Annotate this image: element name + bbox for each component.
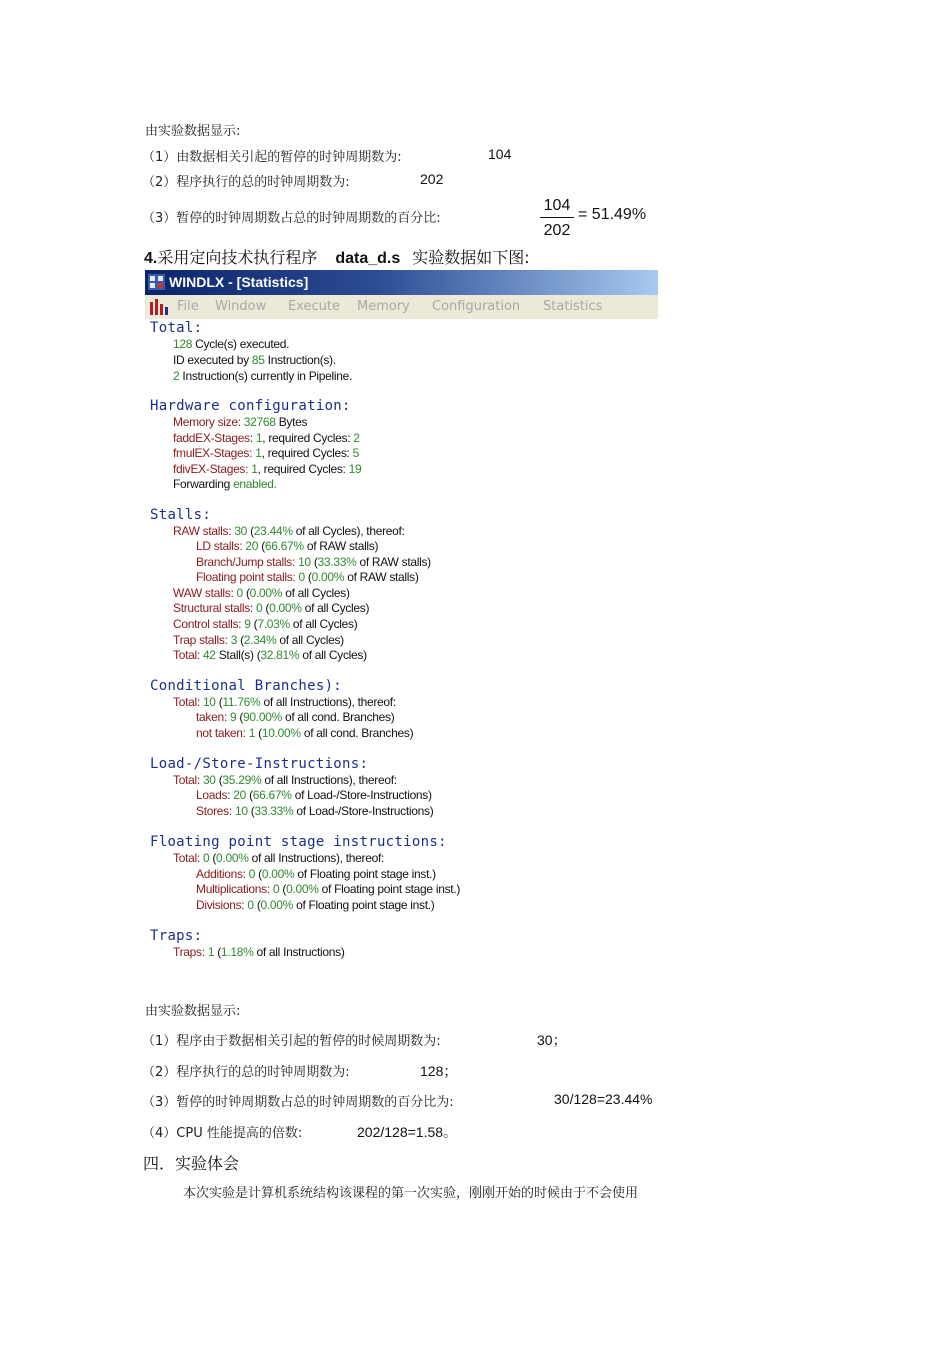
loadstore-line-total: Total: 30 (35.29% of all Instructions), thereof:	[173, 773, 397, 787]
item-1-3-label: （3）暂停的时钟周期数占总的时钟周期数的百分比:	[142, 211, 441, 226]
item-1-2-value: 202	[420, 171, 444, 187]
stalls-line-fp: Floating point stalls: 0 (0.00% of RAW stalls)	[196, 570, 419, 584]
hw-line-fmul: fmulEX-Stages: 1, required Cycles: 5	[173, 446, 359, 460]
fp-line-divisions: Divisions: 0 (0.00% of Floating point stage inst.)	[196, 898, 435, 912]
menu-window[interactable]: Window	[215, 299, 267, 314]
stalls-line-trap: Trap stalls: 3 (2.34% of all Cycles)	[173, 633, 344, 647]
windlx-app-icon	[148, 274, 165, 290]
fp-line-total: Total: 0 (0.00% of all Instructions), thereof:	[173, 851, 385, 865]
section-branches-heading: Conditional Branches):	[150, 678, 343, 694]
heading-4-text: 采用定向技术执行程序	[157, 248, 318, 267]
menubar	[145, 295, 658, 319]
fraction-denominator: 202	[543, 222, 571, 239]
item-1-1-label: （1）由数据相关引起的暂停的时钟周期数为:	[142, 150, 402, 165]
fraction-numerator: 104	[543, 197, 571, 214]
menu-statistics[interactable]: Statistics	[543, 299, 603, 314]
section-traps-heading: Traps:	[150, 928, 203, 944]
loadstore-line-loads: Loads: 20 (66.67% of Load-/Store-Instructions)	[196, 788, 432, 802]
section-total-heading: Total:	[150, 320, 203, 336]
menu-execute[interactable]: Execute	[288, 299, 340, 314]
item-2-1-value: 30；	[537, 1032, 567, 1048]
fraction-result: = 51.49%	[578, 206, 647, 223]
window-titlebar[interactable]	[145, 270, 658, 295]
hw-line-fadd: faddEX-Stages: 1, required Cycles: 2	[173, 431, 360, 445]
stalls-line-raw: RAW stalls: 30 (23.44% of all Cycles), thereof:	[173, 524, 405, 538]
heading-4-tail: 实验数据如下图:	[412, 248, 530, 267]
menu-file[interactable]: File	[177, 299, 199, 314]
menu-memory[interactable]: Memory	[357, 299, 410, 314]
stalls-line-waw: WAW stalls: 0 (0.00% of all Cycles)	[173, 586, 350, 600]
fraction-bar	[540, 217, 574, 218]
total-line-instructions: ID executed by 85 Instruction(s).	[173, 353, 336, 367]
section-loadstore-heading: Load-/Store-Instructions:	[150, 756, 369, 772]
stalls-line-structural: Structural stalls: 0 (0.00% of all Cycles)	[173, 601, 370, 615]
fp-line-multiplications: Multiplications: 0 (0.00% of Floating point stage inst.)	[196, 882, 461, 896]
section-4-heading: 四．实验体会	[143, 1154, 240, 1173]
section-hardware-heading: Hardware configuration:	[150, 398, 351, 414]
intro-text-1: 由实验数据显示:	[145, 124, 241, 139]
heading-4-filename: data_d.s	[335, 250, 401, 267]
loadstore-line-stores: Stores: 10 (33.33% of Load-/Store-Instructions)	[196, 804, 434, 818]
menu-configuration[interactable]: Configuration	[432, 299, 521, 314]
intro-text-2: 由实验数据显示:	[145, 1004, 241, 1019]
heading-4-number: 4.	[144, 250, 158, 267]
item-2-1-label: （1）程序由于数据相关引起的暂停的时候周期数为:	[142, 1034, 441, 1049]
total-line-pipeline: 2 Instruction(s) currently in Pipeline.	[173, 369, 353, 383]
traps-line: Traps: 1 (1.18% of all Instructions)	[173, 945, 345, 959]
branches-line-total: Total: 10 (11.76% of all Instructions), thereof:	[173, 695, 396, 709]
reflection-paragraph: 本次实验是计算机系统结构该课程的第一次实验，刚刚开始的时候由于不会使用	[183, 1186, 639, 1201]
item-2-3-value: 30/128=23.44%	[554, 1091, 653, 1107]
stalls-line-control: Control stalls: 9 (7.03% of all Cycles)	[173, 617, 358, 631]
windlx-window	[145, 270, 658, 970]
stalls-line-total: Total: 42 Stall(s) (32.81% of all Cycles)	[173, 648, 367, 662]
item-1-1-value: 104	[488, 146, 512, 162]
item-2-3-label: （3）暂停的时钟周期数占总的时钟周期数的百分比为:	[142, 1095, 454, 1110]
branches-line-not-taken: not taken: 1 (10.00% of all cond. Branches)	[196, 726, 414, 740]
statistics-doc-icon[interactable]	[148, 298, 170, 316]
stalls-line-branch: Branch/Jump stalls: 10 (33.33% of RAW stalls)	[196, 555, 431, 569]
heading-4	[144, 245, 530, 268]
item-2-2-label: （2）程序执行的总的时钟周期数为:	[142, 1065, 350, 1080]
hw-line-forwarding: Forwarding enabled.	[173, 477, 277, 491]
window-title: WINDLX - [Statistics]	[169, 274, 309, 290]
total-line-cycles: 128 Cycle(s) executed.	[173, 337, 290, 351]
hw-line-memory: Memory size: 32768 Bytes	[173, 415, 308, 429]
hw-line-fdiv: fdivEX-Stages: 1, required Cycles: 19	[173, 462, 362, 476]
item-2-4-label: （4）CPU 性能提高的倍数:	[142, 1126, 303, 1141]
stalls-line-ld: LD stalls: 20 (66.67% of RAW stalls)	[196, 539, 379, 553]
section-stalls-heading: Stalls:	[150, 507, 212, 523]
section-fp-heading: Floating point stage instructions:	[150, 834, 447, 850]
item-2-2-value: 128；	[420, 1063, 458, 1079]
item-2-4-value: 202/128=1.58。	[357, 1124, 458, 1140]
branches-line-taken: taken: 9 (90.00% of all cond. Branches)	[196, 710, 395, 724]
fp-line-additions: Additions: 0 (0.00% of Floating point stage inst.)	[196, 867, 436, 881]
item-1-2-label: （2）程序执行的总的时钟周期数为:	[142, 175, 350, 190]
